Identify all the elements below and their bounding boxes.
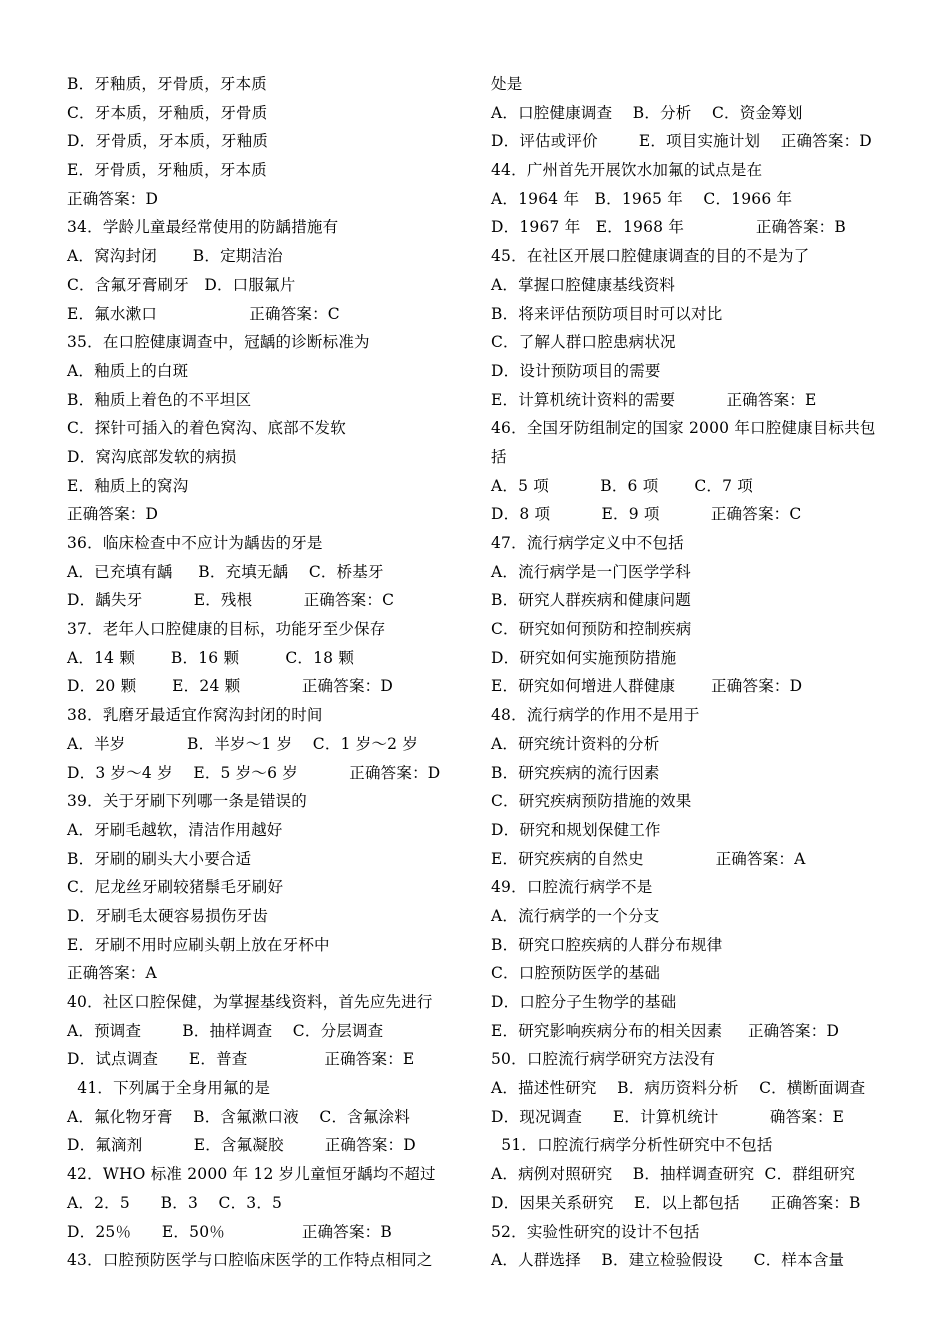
left-text-line: B．釉质上着色的不平坦区 xyxy=(67,390,252,409)
right-text-line: D．现况调查 E．计算机统计 确答案：E xyxy=(491,1107,845,1126)
right-text-line: B．研究人群疾病和健康问题 xyxy=(491,591,691,610)
left-text-line: E．牙刷不用时应刷头朝上放在牙杯中 xyxy=(67,935,330,954)
left-text-line: A．预调查 B．抽样调查 C．分层调查 xyxy=(67,1021,384,1040)
left-text-line: D．试点调查 E．普查 正确答案：E xyxy=(67,1050,415,1069)
left-column xyxy=(67,70,467,1275)
right-text-line: A．描述性研究 B．病历资料分析 C．横断面调查 xyxy=(491,1079,866,1098)
right-text-line: A．掌握口腔健康基线资料 xyxy=(491,275,676,294)
right-text-line: A．人群选择 B．建立检验假设 C．样本含量 xyxy=(491,1251,845,1270)
right-text-line: D．设计预防项目的需要 xyxy=(491,361,661,380)
right-text-line: A．研究统计资料的分析 xyxy=(491,734,660,753)
left-text-line: 34．学龄儿童最经常使用的防龋措施有 xyxy=(67,218,339,237)
right-text-line: A．5 项 B．6 项 C．7 项 xyxy=(491,476,753,495)
left-text-line: E．牙骨质，牙釉质，牙本质 xyxy=(67,161,267,180)
left-text-line: 40．社区口腔保健，为掌握基线资料，首先应先进行 xyxy=(67,993,433,1011)
right-text-line: C．了解人群口腔患病状况 xyxy=(491,333,676,352)
right-text-line: 52．实验性研究的设计不包括 xyxy=(491,1222,700,1241)
left-text-line: D．20 颗 E．24 颗 正确答案：D xyxy=(67,677,393,696)
left-text-line: 38．乳磨牙最适宜作窝沟封闭的时间 xyxy=(67,706,323,725)
right-text-line: B．将来评估预防项目时可以对比 xyxy=(491,304,723,323)
left-text-line: A．14 颗 B．16 颗 C．18 颗 xyxy=(67,648,355,667)
left-text-line: 35．在口腔健康调查中，冠龋的诊断标准为 xyxy=(67,333,370,352)
right-text-line: 51．口腔流行病学分析性研究中不包括 xyxy=(491,1136,773,1155)
left-text-line: 36．临床检查中不应计为龋齿的牙是 xyxy=(67,534,323,552)
right-text-line: 括 xyxy=(491,447,507,466)
left-text-line: E．氟水漱口 正确答案：C xyxy=(67,304,340,323)
right-text-line: E．研究疾病的自然史 正确答案：A xyxy=(491,849,806,868)
right-text-line: 44．广州首先开展饮水加氟的试点是在 xyxy=(491,161,763,180)
left-text-line: C．牙本质，牙釉质，牙骨质 xyxy=(67,103,268,122)
left-text-line: D．龋失牙 E．残根 正确答案：C xyxy=(67,591,395,610)
left-text-line: C．探针可插入的着色窝沟、底部不发软 xyxy=(67,419,346,438)
right-text-line: 50．口腔流行病学研究方法没有 xyxy=(491,1050,716,1069)
left-text-line: 39．关于牙刷下列哪一条是错误的 xyxy=(67,792,307,811)
right-text-line: C．研究如何预防和控制疾病 xyxy=(491,620,692,639)
left-text-line: 41．下列属于全身用氟的是 xyxy=(67,1079,271,1098)
right-text-line: D．因果关系研究 E．以上都包括 正确答案：B xyxy=(491,1193,861,1212)
left-text-line: C．含氟牙膏刷牙 D．口服氟片 xyxy=(67,275,296,294)
left-text-line: A．牙刷毛越软，清洁作用越好 xyxy=(67,820,283,839)
right-text-line: 45．在社区开展口腔健康调查的目的不是为了 xyxy=(491,247,810,266)
right-text-line: A．病例对照研究 B．抽样调查研究 C．群组研究 xyxy=(491,1165,856,1184)
left-text-line: D．牙骨质，牙本质，牙釉质 xyxy=(67,132,269,151)
right-text-line: 47．流行病学定义中不包括 xyxy=(491,534,684,552)
left-text-line: 正确答案：A xyxy=(67,964,157,983)
left-text-line: E．釉质上的窝沟 xyxy=(67,476,189,495)
right-text-line: 46．全国牙防组制定的国家 2000 年口腔健康目标共包 xyxy=(491,419,876,438)
left-text-line: A．半岁 B．半岁～1 岁 C．1 岁～2 岁 xyxy=(67,734,419,753)
right-text-line: E．研究影响疾病分布的相关因素 正确答案：D xyxy=(491,1021,840,1040)
right-text-line: B．研究疾病的流行因素 xyxy=(491,763,660,782)
left-text-line: 正确答案：D xyxy=(67,189,159,208)
right-text-line: C．研究疾病预防措施的效果 xyxy=(491,792,692,811)
right-text-line: E．计算机统计资料的需要 正确答案：E xyxy=(491,390,817,409)
right-text-line: 48．流行病学的作用不是用于 xyxy=(491,706,700,725)
left-text-line: D．窝沟底部发软的病损 xyxy=(67,447,237,466)
right-text-line: C．口腔预防医学的基础 xyxy=(491,964,661,983)
left-text-line: 37．老年人口腔健康的目标，功能牙至少保存 xyxy=(67,620,386,639)
right-text-line: A．流行病学是一门医学学科 xyxy=(491,562,691,581)
right-text-line: D．1967 年 E．1968 年 正确答案：B xyxy=(491,218,846,237)
left-text-line: A．氟化物牙膏 B．含氟漱口液 C．含氟涂料 xyxy=(67,1107,410,1126)
right-text-line: D．研究如何实施预防措施 xyxy=(491,648,677,667)
right-text-line: E．研究如何增进人群健康 正确答案：D xyxy=(491,677,803,696)
right-text-line: D．研究和规划保健工作 xyxy=(491,820,661,839)
right-text-line: D．口腔分子生物学的基础 xyxy=(491,993,677,1011)
right-column xyxy=(491,70,901,1275)
right-text-line: A．流行病学的一个分支 xyxy=(491,906,660,925)
right-text-line: D．8 项 E．9 项 正确答案：C xyxy=(491,505,802,524)
right-text-line: A．1964 年 B．1965 年 C．1966 年 xyxy=(491,189,793,208)
right-text-line: B．研究口腔疾病的人群分布规律 xyxy=(491,935,723,954)
left-text-line: C．尼龙丝牙刷较猪鬃毛牙刷好 xyxy=(67,878,284,897)
left-text-line: A．釉质上的白斑 xyxy=(67,361,189,380)
right-text-line: 处是 xyxy=(491,75,523,93)
right-text-line: D．评估或评价 E．项目实施计划 正确答案：D xyxy=(491,132,872,151)
left-text-line: A．2．5 B．3 C．3．5 xyxy=(67,1193,283,1212)
left-text-line: D．25％ E．50％ 正确答案：B xyxy=(67,1222,392,1241)
left-text-line: B．牙刷的刷头大小要合适 xyxy=(67,849,252,868)
left-text-line: A．窝沟封闭 B．定期洁治 xyxy=(67,247,283,266)
left-text-line: D．牙刷毛太硬容易损伤牙齿 xyxy=(67,906,269,925)
left-text-line: D．3 岁～4 岁 E．5 岁～6 岁 正确答案：D xyxy=(67,763,441,782)
left-text-line: D．氟滴剂 E．含氟凝胶 正确答案：D xyxy=(67,1136,416,1155)
right-text-line: A．口腔健康调查 B．分析 C．资金筹划 xyxy=(491,103,803,122)
right-text-line: 49．口腔流行病学不是 xyxy=(491,878,653,897)
left-text-line: 43．口腔预防医学与口腔临床医学的工作特点相同之 xyxy=(67,1251,433,1270)
left-text-line: A．已充填有龋 B．充填无龋 C．桥基牙 xyxy=(67,562,384,581)
left-text-line: 正确答案：D xyxy=(67,505,159,524)
left-text-line: B．牙釉质，牙骨质，牙本质 xyxy=(67,75,267,93)
left-text-line: 42．WHO 标准 2000 年 12 岁儿童恒牙龋均不超过 xyxy=(67,1165,436,1184)
